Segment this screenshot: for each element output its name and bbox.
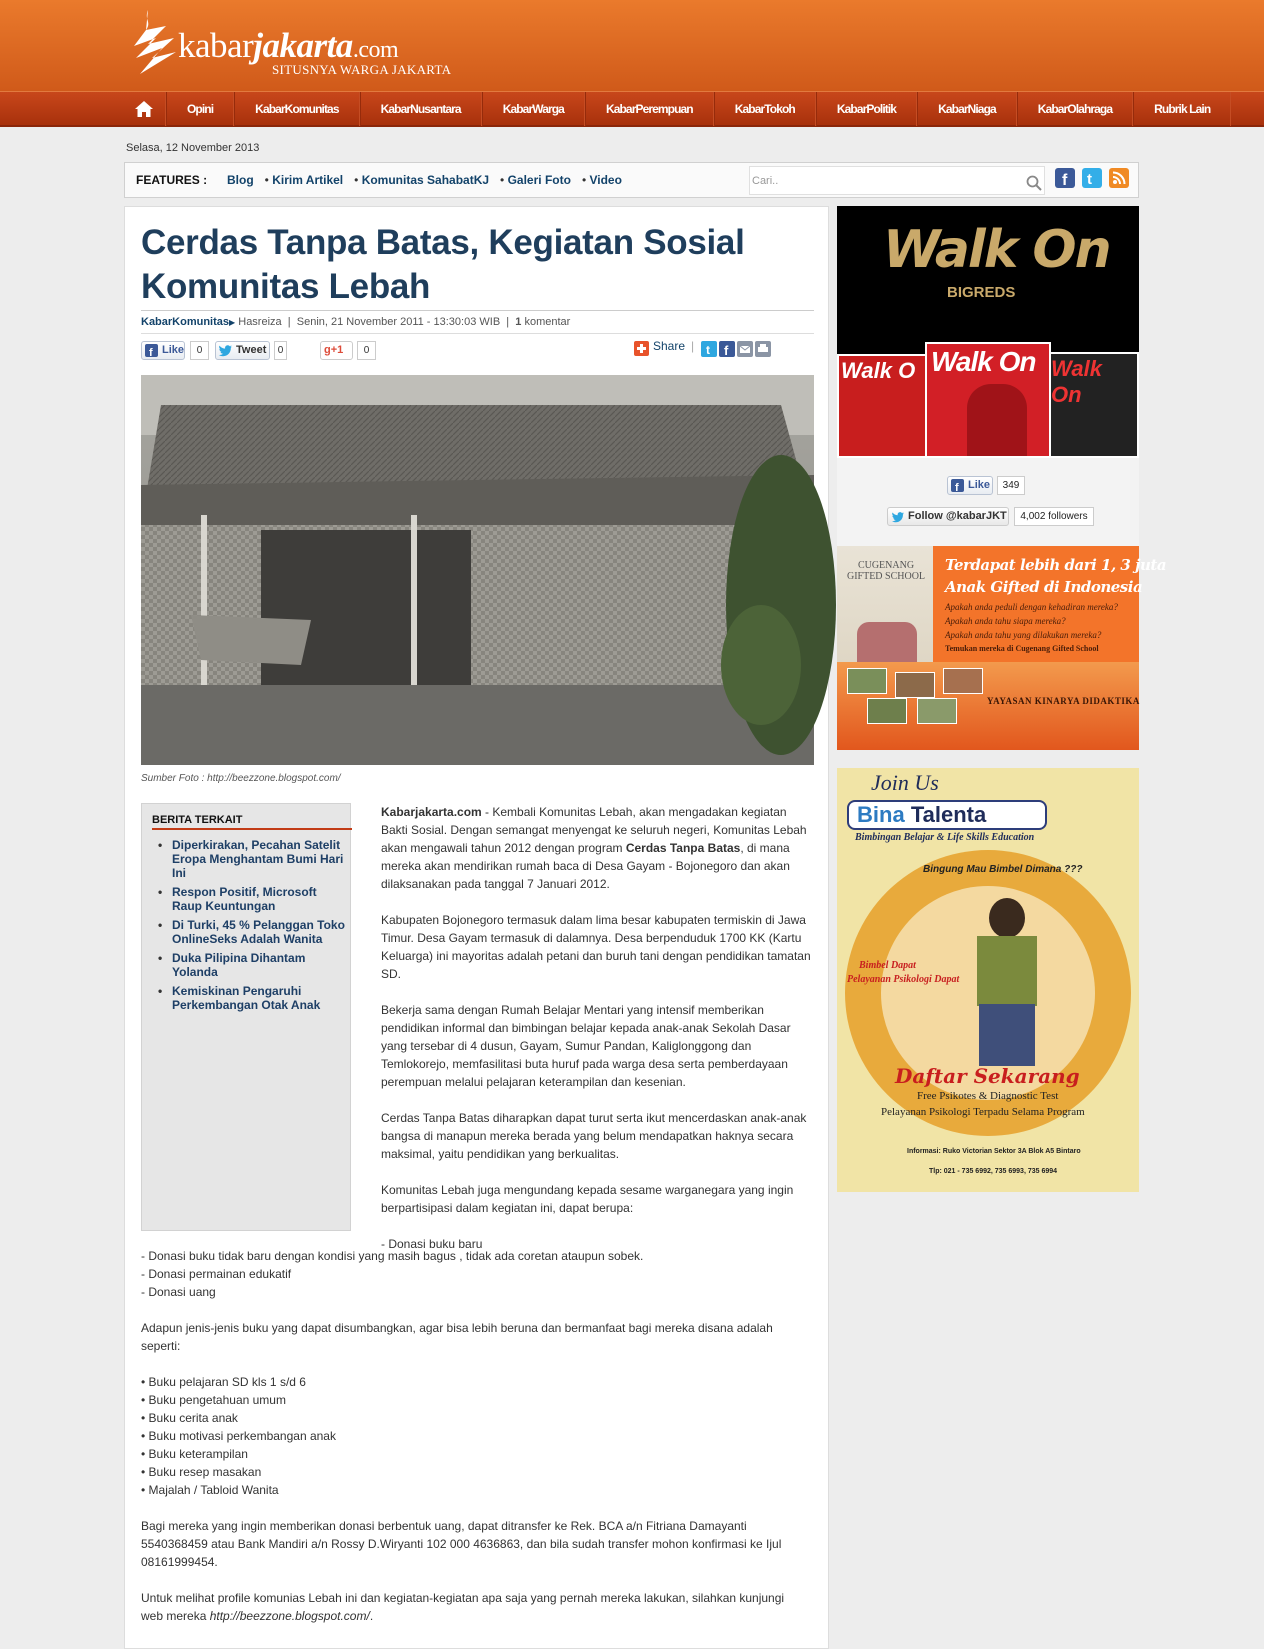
bina-brand-1: Bina [857,802,905,827]
gifted-yayasan: YAYASAN KINARYA DIDAKTIKA [987,696,1140,706]
bullet: • [500,173,508,187]
logo-tagline: SITUSNYA WARGA JAKARTA [272,62,452,77]
nav-item-kabartokoh[interactable]: KabarTokoh [714,92,816,126]
students-figure [857,622,917,662]
nav-item-rubrik-lain[interactable]: Rubrik Lain [1133,92,1231,126]
bina-phone: Tlp: 021 - 735 6992, 735 6993, 735 6994 [929,1168,1058,1175]
fb-like-count: 0 [190,341,209,360]
logo-mark [126,8,182,80]
site-header [0,0,1264,91]
gifted-question-3: Apakah anda tahu yang dilakukan mereka? [945,630,1102,640]
student-head [989,898,1025,938]
paragraph-5: Komunitas Lebah juga mengundang kepada sesame warganegara yang ingin berpartisipasi dalam kegiatan ini, dapat berupa: [381,1183,794,1215]
feature-link-kirim-artikel[interactable]: Kirim Artikel [272,173,344,187]
twitter-follow-label: Follow @kabarJKT [908,510,1007,522]
svg-text:f: f [149,347,153,359]
bina-question: Bingung Mau Bimbel Dimana ??? [923,864,1083,875]
gifted-thumbnail [943,668,983,694]
search-icon[interactable] [1026,175,1042,191]
brand-name: Kabarjakarta.com [381,805,482,819]
bina-talenta-ad[interactable] [837,768,1139,1192]
gifted-thumbnail [847,668,887,694]
article-datetime: Senin, 21 November 2011 - 13:30:03 WIB [296,316,501,328]
book-list [141,1373,801,1499]
home-icon [134,100,154,118]
book-item: • Buku keterampilan [141,1447,248,1461]
related-item[interactable]: • Duka Pilipina Dihantam Yolanda [156,951,348,979]
share-link[interactable]: Share [653,339,686,353]
photo-caption: Sumber Foto : http://beezzone.blogspot.com/ [141,773,341,784]
paragraph-2: Kabupaten Bojonegoro termasuk dalam lima besar kabupaten termiskin di Jawa Timur. Desa Gayam termasuk di dalamnya. Desa berpenduduk 1700 KK (Kartu Keluarga) ini mayoritas adalah petani dan buruh tani dengan pendidikan tamatan SD. [381,913,811,981]
ad-title: Walk On [883,220,1110,280]
gifted-thumbnail [895,672,935,698]
nav-item-kabarnusantara[interactable]: KabarNusantara [360,92,482,126]
features-label: FEATURES : [136,173,208,187]
related-item[interactable]: • Respon Positif, Microsoft Raup Keuntungan [156,885,348,913]
bina-subtitle: Bimbingan Belajar & Life Skills Education [855,832,1035,843]
donation-item: - Donasi uang [141,1285,216,1299]
student-body [977,936,1037,1006]
paragraph-4: Cerdas Tanpa Batas diharapkan dapat turut serta ikut mencerdaskan anak-anak bangsa di manapun mereka berada yang belum mendapatkan haknya secara maksimal, yaitu pendidikan yang berkualitas. [381,1111,807,1161]
magazine-cover-right [1047,352,1139,458]
paragraph-7: Bagi mereka yang ingin memberikan donasi berbentuk uang, dapat ditransfer ke Rek. BCA a/n Fitriana Damayanti 5540368459 atau Bank Mandiri a/n Rossy D.Wiryanti 102 000 4636863, dan bila sudah transfer mohon konfirmasi ke Ijul 08161999454. [141,1519,782,1569]
article-author: Hasreiza [238,316,282,328]
bina-brand-badge [847,800,1047,830]
fb-like-button[interactable] [947,476,993,495]
magazine-title: Walk On [931,346,1036,377]
logo-text: kabarjakarta.com [178,26,399,65]
paragraph-1 [381,803,811,893]
current-date: Selasa, 12 November 2013 [126,142,260,154]
nav-item-kabarwarga[interactable]: KabarWarga [482,92,585,126]
category-arrow-icon: ▶ [229,318,236,327]
bina-brand-2: Talenta [910,802,987,827]
program-name: Cerdas Tanpa Batas [625,841,741,855]
divider [141,310,814,311]
fb-like-button[interactable] [141,341,185,360]
divider [141,333,814,334]
book-item: • Buku motivasi perkembangan anak [141,1429,336,1443]
paragraph-6: Adapun jenis-jenis buku yang dapat disumbangkan, agar bisa lebih beruna dan bermanfaat bagi mereka disana adalah seperti: [141,1321,773,1353]
p8-text-b: . [369,1609,374,1623]
twitter-share-icon[interactable] [701,341,717,357]
article-category[interactable]: KabarKomunitas [141,316,230,328]
p1-text-a: - Kembali Komunitas Lebah, akan mengadakan kegiatan Bakti Sosial. Dengan semangat menyengat ke seluruh negeri, Komunitas Lebah akan mengawali tahun 2012 dengan program [381,805,807,855]
svg-text:t: t [706,343,710,357]
facebook-icon[interactable] [1055,168,1075,188]
article-title: Cerdas Tanpa Batas, Kegiatan Sosial Komunitas Lebah [141,223,745,306]
nav-item-opini[interactable]: Opini [166,92,234,126]
comments-count[interactable]: 1 [515,316,522,328]
article-photo [141,375,814,765]
facebook-share-icon[interactable] [719,341,735,357]
gifted-school-name: CUGENANG GIFTED SCHOOL [846,560,926,582]
article-body-top [381,803,811,1253]
feature-link-video[interactable]: Video [589,173,622,187]
fb-like-count: 349 [997,476,1025,495]
rss-icon[interactable] [1109,168,1129,188]
article-meta: KabarKomunitas▶ Hasreiza | Senin, 21 November 2011 - 13:30:03 WIB | 1 komentar [141,316,571,328]
gifted-headline-1: Terdapat lebih dari 1, 3 juta [945,556,1167,574]
svg-text:t: t [1087,171,1092,188]
nav-item-kabarperempuan[interactable]: KabarPerempuan [585,92,714,126]
book-item: • Buku pengetahuan umum [141,1393,286,1407]
related-news-box [141,803,351,1231]
donation-list [141,1247,801,1301]
bina-service-1: Bimbel Dapat [859,960,916,971]
tweet-label: Tweet [236,344,267,356]
facebook-icon [951,479,964,492]
search-input[interactable] [752,169,1012,192]
feature-link-galeri-foto[interactable]: Galeri Foto [507,173,571,187]
svg-text:f: f [955,482,959,494]
paragraph-3: Bekerja sama dengan Rumah Belajar Mentari yang intensif memberikan pendidikan informal dan bimbingan belajar kepada anak-anak Sekolah Dasar yang tersebar di 4 dusun, Gayam, Sumur Pandan, Kaliglonggong dan Temlokorejo, memfasilitasi buta huruf pada warga desa serta pemberdayaan perempuan melalui pelajaran keterampilan dan kesenian. [381,1003,791,1089]
search-box [749,166,1045,195]
gifted-thumbnail [917,698,957,724]
donation-item: - Donasi buku baru [381,1237,483,1251]
book-item: • Buku pelajaran SD kls 1 s/d 6 [141,1375,306,1389]
gplus-label: +1 [330,344,344,356]
bina-pelayanan: Pelayanan Psikologi Terpadu Selama Program [881,1106,1085,1118]
gifted-school-ad[interactable] [837,546,1167,750]
external-link[interactable]: http://beezzone.blogspot.com/ [209,1609,370,1623]
bina-join-us: Join Us [871,770,939,795]
twitter-followers-count: 4,002 followers [1014,507,1094,526]
related-item[interactable]: • Di Turki, 45 % Pelanggan Toko OnlineSeks Adalah Wanita [156,918,348,946]
player-figure [967,384,1027,456]
tweet-count: 0 [274,341,287,360]
related-item[interactable]: • Diperkirakan, Pecahan Satelit Eropa Menghantam Bumi Hari Ini [156,838,348,880]
bina-service-2: Pelayanan Psikologi Dapat [847,974,960,985]
fb-like-label: Like [162,344,185,356]
share-plus-icon[interactable] [634,341,649,356]
feature-link-blog[interactable]: Blog [227,173,254,187]
magazine-cover-center [925,342,1051,458]
bina-free-test: Free Psikotes & Diagnostic Test [917,1090,1059,1102]
bullet: • [264,173,273,187]
comments-label[interactable]: komentar [524,316,571,328]
bullet: • [354,173,362,187]
p1-text-b: , di mana mereka akan mendirikan rumah baca di Desa Gayam - Bojonegoro dan akan dilaksanakan pada tanggal 7 Januari 2012. [381,841,790,891]
magazine-cover-left [837,354,929,458]
article-body-bottom [141,1247,801,1643]
bina-student-figure [957,898,1057,1068]
gplus-button[interactable] [320,341,353,360]
book-item: • Buku cerita anak [141,1411,238,1425]
gifted-thumbnail [867,698,907,724]
bina-daftar-sekarang: Daftar Sekarang [895,1064,1080,1088]
book-item: • Majalah / Tabloid Wanita [141,1483,279,1497]
twitter-bird-icon [892,511,905,523]
article-container [124,206,829,1649]
email-share-icon[interactable] [737,341,753,357]
bullet: • [581,173,590,187]
gifted-temukan: Temukan mereka di Cugenang Gifted School [945,644,1099,653]
nav-item-kabarolahraga[interactable]: KabarOlahraga [1017,92,1133,126]
nav-home[interactable] [124,92,166,126]
fb-like-label: Like [968,479,991,491]
gplus-icon: g [324,344,331,356]
related-title: BERITA TERKAIT [152,814,352,830]
donation-item: - Donasi permainan edukatif [141,1267,292,1281]
print-share-icon[interactable] [755,341,771,357]
paragraph-8 [141,1589,801,1625]
nav-item-kabarpolitik[interactable]: KabarPolitik [816,92,917,126]
magazine-title: Walk O [841,358,916,383]
p8-text-a: Untuk melihat profile komunias Lebah ini dan kegiatan-kegiatan apa saja yang pernah mereka lakukan, silahkan kunjungi web mereka [141,1591,785,1623]
related-item[interactable]: • Kemiskinan Pengaruhi Perkembangan Otak Anak [156,984,348,1012]
book-item: • Buku resep masakan [141,1465,262,1479]
twitter-icon[interactable] [1082,168,1102,188]
twitter-bird-icon [219,344,233,357]
gifted-question-2: Apakah anda tahu siapa mereka? [945,616,1066,626]
ad-subtitle: BIGREDS [947,284,1016,301]
main-navigation [0,91,1264,127]
tweet-button[interactable] [215,341,270,360]
donation-item: - Donasi buku tidak baru dengan kondisi yang masih bagus , tidak ada coretan ataupun sobek. [141,1249,644,1263]
svg-text:f: f [724,343,729,358]
svg-text:f: f [1062,172,1068,189]
gifted-headline-2: Anak Gifted di Indonesia [945,578,1143,596]
facebook-icon [145,344,158,357]
walk-on-ad[interactable] [837,206,1139,458]
separator: | [691,339,695,353]
feature-link-komunitas[interactable]: Komunitas SahabatKJ [361,173,490,187]
features-bar [124,162,1139,198]
student-legs [979,1004,1035,1066]
bina-info: Informasi: Ruko Victorian Sektor 3A Blok A5 Bintaro [907,1148,1081,1155]
gplus-count: 0 [357,341,376,360]
gifted-question-1: Apakah anda peduli dengan kehadiran mereka? [945,602,1118,612]
twitter-follow-button[interactable] [887,507,1009,526]
nav-item-kabarkomunitas[interactable]: KabarKomunitas [234,92,359,126]
nav-item-kabarniaga[interactable]: KabarNiaga [917,92,1017,126]
sidebar-social-widgets [837,458,1139,546]
magazine-title: Walk On [1051,356,1102,407]
